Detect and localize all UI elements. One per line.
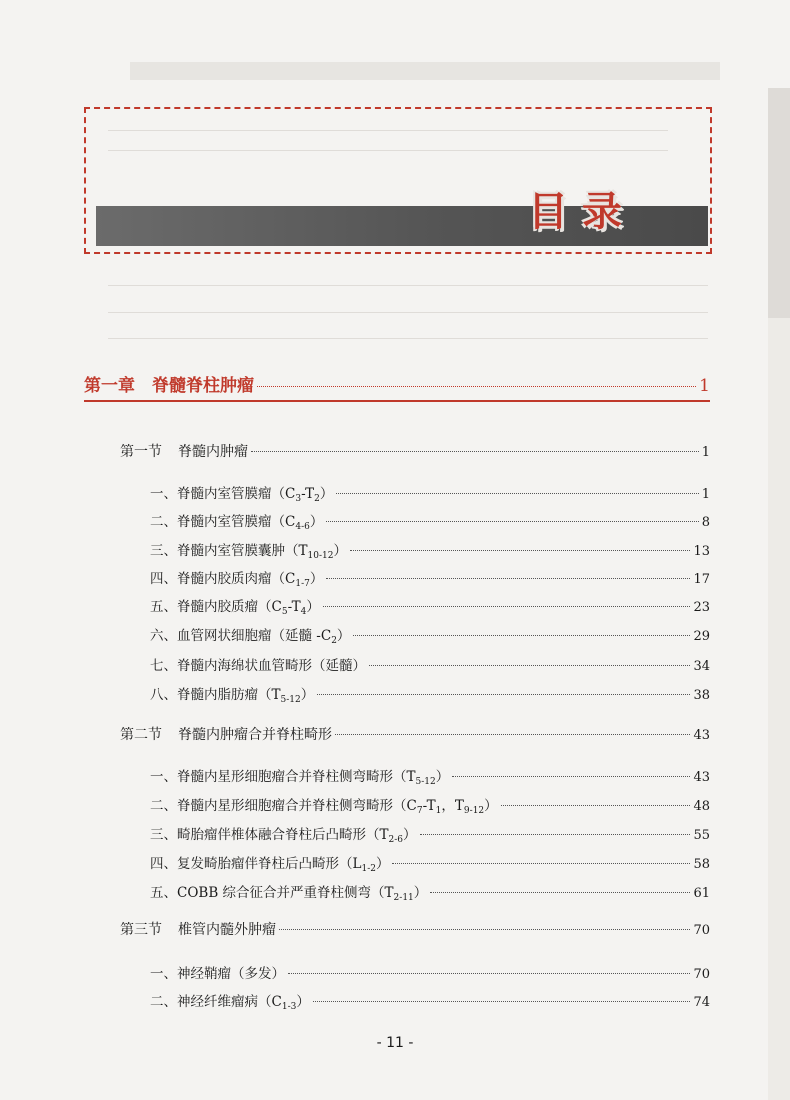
leader-dots [501,805,691,806]
leader-dots [350,550,690,551]
leader-dots [336,493,698,494]
page-edge [768,318,790,1100]
toc-item[interactable]: 二、神经纤维瘤病$(C_{1-3})$ 74 [150,994,710,1012]
toc-item[interactable]: 一、脊髓内室管膜瘤$(C_3-T_2)$ 1 [150,486,710,504]
toc-title: 目录 [528,189,636,235]
leader-dots [313,1001,691,1002]
show-through-line [108,312,708,313]
leader-dots [326,578,690,579]
section-number: 第二节 [120,727,162,743]
item-page: 34 [693,659,710,674]
item-page: 70 [693,967,710,982]
section-entry[interactable] [120,919,710,939]
toc-item[interactable]: 四、脊髓内胶质肉瘤$(C_{1-7})$ 17 [150,571,710,589]
leader-dots [430,892,690,893]
toc-item[interactable]: 五、脊髓内胶质瘤$(C_5-T_4)$ 23 [150,599,710,617]
section-page: 70 [693,923,710,938]
item-page: 43 [693,770,710,785]
page-edge-tab [768,88,790,318]
show-through-bar [130,62,720,80]
item-page: 61 [693,886,710,901]
section-entry[interactable] [120,441,710,461]
item-page: 29 [693,629,710,644]
leader-dots [420,834,691,835]
leader-dots [392,863,690,864]
section-entry[interactable] [120,724,710,744]
item-page: 17 [693,572,710,587]
section-number: 第一节 [120,444,162,460]
leader-dots [257,386,696,387]
toc-item[interactable]: 三、脊髓内室管膜囊肿$(T_{10-12})$ 13 [150,543,710,561]
section-page: 43 [693,728,710,743]
section-title: 椎管内髓外肿瘤 [178,922,276,938]
item-page: 8 [701,515,710,530]
item-page: 38 [693,688,710,703]
toc-item[interactable]: 三、畸胎瘤伴椎体融合脊柱后凸畸形$(T_{2-6})$ 55 [150,827,710,845]
section-page: 1 [701,445,710,460]
leader-dots [335,734,690,735]
leader-dots [353,635,690,636]
item-page: 55 [693,828,710,843]
toc-item[interactable]: 一、脊髓内星形细胞瘤合并脊柱侧弯畸形$(T_{5-12})$ 43 [150,769,710,787]
leader-dots [326,521,698,522]
item-page: 58 [693,857,710,872]
toc-item[interactable]: 四、复发畸胎瘤伴脊柱后凸畸形$(L_{1-2})$ 58 [150,856,710,874]
section-title: 脊髓内肿瘤合并脊柱畸形 [178,727,332,743]
toc-item[interactable]: 二、脊髓内星形细胞瘤合并脊柱侧弯畸形（$C_7-T_1$，$T_{9-12}$） 48 [150,798,710,816]
chapter-page: 1 [699,376,710,396]
show-through-line [108,338,708,339]
leader-dots [452,776,690,777]
toc-item[interactable]: 八、脊髓内脂肪瘤$(T_{5-12})$ 38 [150,687,710,705]
leader-dots [323,606,691,607]
leader-dots [279,929,690,930]
page-number: - 11 - [376,1035,414,1051]
chapter-underline [84,400,710,402]
item-page: 48 [693,799,710,814]
leader-dots [369,665,690,666]
item-page: 1 [701,487,710,502]
leader-dots [317,694,690,695]
section-title: 脊髓内肿瘤 [178,444,248,460]
show-through-line [108,285,708,286]
toc-item[interactable]: 七、脊髓内海绵状血管畸形（延髓） 34 [150,658,710,674]
toc-item[interactable]: 六、血管网状细胞瘤（延髓 $-C_2$） 29 [150,628,710,646]
leader-dots [251,451,699,452]
chapter-title: 第一章 脊髓脊柱肿瘤 [84,376,254,396]
toc-item[interactable]: 一、神经鞘瘤（多发） 70 [150,966,710,982]
section-number: 第三节 [120,922,162,938]
item-page: 13 [693,544,710,559]
item-page: 74 [693,995,710,1010]
item-page: 23 [693,600,710,615]
toc-item[interactable]: 二、脊髓内室管膜瘤$(C_{4-6})$ 8 [150,514,710,532]
chapter-entry[interactable] [84,371,710,396]
leader-dots [288,973,690,974]
toc-item[interactable]: 五、COBB 综合征合并严重脊柱侧弯$(T_{2-11})$ 61 [150,885,710,903]
